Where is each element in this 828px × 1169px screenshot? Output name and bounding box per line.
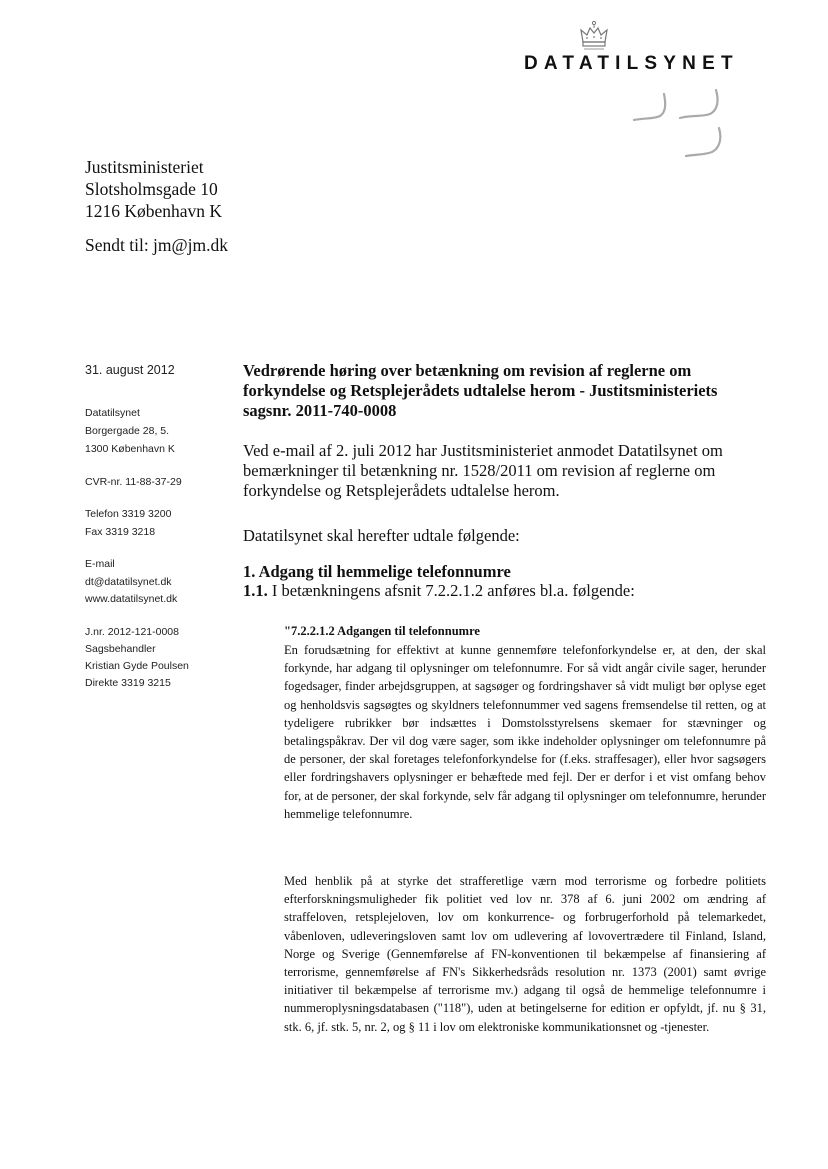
subsection-text: I betænkningens afsnit 7.2.2.1.2 anføres bl.a. følgende: bbox=[267, 581, 635, 600]
subsection-line bbox=[243, 581, 635, 601]
royal-crown-icon bbox=[578, 20, 610, 52]
sender-email[interactable]: dt@datatilsynet.dk bbox=[85, 576, 172, 588]
case-handler-direct-phone: Direkte 3319 3215 bbox=[85, 677, 171, 689]
quote-paragraph-1: En forudsætning for effektivt at kunne gennemføre telefonforkyndelse er, at den, der skal forkynde, har adgang til oplysninger om telefonnumre. For så vidt angår civile sager, herunder fogedsager, finder arbejdsgruppen, at sagsøger og fordringshaver så vidt muligt bør oplyse eget og henholdsvis sagsøgtes og skyldners telefonnummer ved sagens fremsendelse til retten, og at tydeligere rubrikker bør indsættes i Domstolsstyrelsens skemaer for stævninger og betalingspåkrav. Der vil dog være sager, som ikke indeholder oplysninger om telefonnumre på de personer, der skal foretages telefonforkyndelse for (f.eks. straffesager), eller hvor sagsøgers eller fordringshavers oplysninger er behæftede med fejl. Der er derfor i et vist omfang behov for, at de personer, der skal forkynde, selv får adgang til oplysninger om telefonnumre, herunder hemmelige telefonnumre. bbox=[284, 643, 766, 821]
organization-logo-text: DATATILSYNET bbox=[524, 53, 739, 74]
quote-paragraph-2: Med henblik på at styrke det strafferetlige værn mod terrorisme og forbedre politiets efterforskningsmuligheder fik politiet ved lov nr. 378 af 6. juni 2002 om ændring af straffeloven, retsplejeloven, lov om konkurrence- og forbrugerforhold på telemarkedet, våbenloven, udleveringsloven samt lov om udlevering af lovovertrædere til Finland, Island, Norge og Sverige (Gennemførelse af FN-konventionen til bekæmpelse af finansiering af terrorisme, gennemførelse af FN's Sikkerhedsråds resolution nr. 1373 (2001) samt øvrige initiativer til bekæmpelse af terrorisme mv.) adgang til også de hemmelige telefonnumre i nummeroplysningsdatabasen ("118"), uden at betingelserne for edition er opfyldt, jf. nu § 31, stk. 6, jf. stk. 5, nr. 2, og § 11 i lov om elektroniske kommunikationsnet og -tjenester. bbox=[284, 874, 766, 1034]
sender-website[interactable]: www.datatilsynet.dk bbox=[85, 593, 178, 605]
quote-heading: "7.2.2.1.2 Adgangen til telefonnumre bbox=[284, 624, 480, 638]
recipient-city: 1216 København K bbox=[85, 201, 223, 221]
recipient-address bbox=[85, 156, 222, 222]
recipient-name: Justitsministeriet bbox=[85, 157, 204, 177]
sender-cvr: CVR-nr. 11-88-37-29 bbox=[85, 476, 182, 488]
letter-date: 31. august 2012 bbox=[85, 363, 175, 377]
journal-number: J.nr. 2012-121-0008 bbox=[85, 626, 179, 638]
sender-email-label: E-mail bbox=[85, 558, 115, 570]
subsection-number: 1.1. bbox=[243, 581, 268, 600]
sender-address-line1: Borgergade 28, 5. bbox=[85, 425, 170, 437]
letter-subject: Vedrørende høring over betænkning om revision af reglerne om forkyndelse og Retsplejerådets udtalelse herom - Justitsministeriets sagsnr. 2011-740-0008 bbox=[243, 361, 718, 420]
sent-to-line: Sendt til: jm@jm.dk bbox=[85, 235, 228, 255]
handwritten-initials-mark bbox=[624, 82, 734, 167]
section-heading: 1. Adgang til hemmelige telefonnumre bbox=[243, 562, 511, 581]
intro-paragraph: Ved e-mail af 2. juli 2012 har Justitsministeriet anmodet Datatilsynet om bemærkninger til betænkning nr. 1528/2011 om revision af reglerne om forkyndelse og Retsplejerådets udtalelse herom. bbox=[243, 441, 723, 500]
sender-org: Datatilsynet bbox=[85, 407, 140, 419]
sender-fax: Fax 3319 3218 bbox=[85, 526, 156, 538]
case-handler-name: Kristian Gyde Poulsen bbox=[85, 660, 189, 672]
case-handler-label: Sagsbehandler bbox=[85, 643, 156, 655]
sender-address-line2: 1300 København K bbox=[85, 443, 175, 455]
sender-phone: Telefon 3319 3200 bbox=[85, 508, 172, 520]
transition-paragraph: Datatilsynet skal herefter udtale følgende: bbox=[243, 526, 520, 545]
recipient-street: Slotsholmsgade 10 bbox=[85, 179, 218, 199]
